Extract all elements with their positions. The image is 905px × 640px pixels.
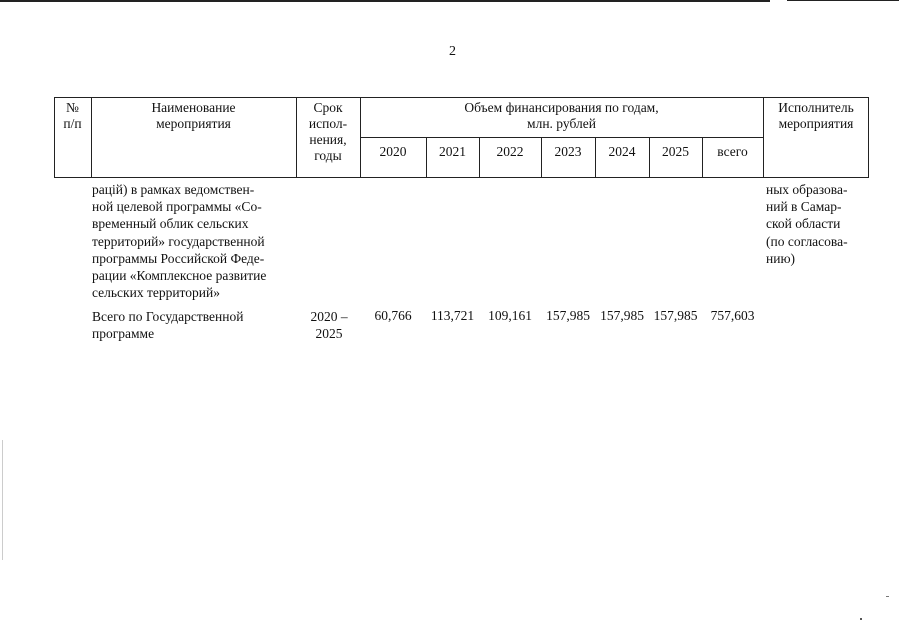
total-value-2024: 157,985	[600, 308, 644, 323]
header-col-executor: Исполнитель мероприятия	[778, 100, 854, 131]
table-header	[54, 97, 869, 178]
total-value-2021: 113,721	[430, 308, 475, 323]
scan-artifact	[2, 440, 3, 560]
scan-artifact	[860, 618, 862, 620]
header-year-2025: 2025	[662, 144, 689, 159]
continuation-row-executor: ных образова- ний в Самар- ской области (по согласова- нию)	[766, 182, 848, 266]
top-border-line-right	[787, 0, 899, 1]
header-year-2020: 2020	[379, 144, 407, 159]
header-col-name: Наименование мероприятия	[151, 100, 236, 131]
scan-artifact	[886, 596, 889, 597]
header-col-term: Срок испол- нения, годы	[308, 100, 348, 163]
header-col-funding: Объем финансирования по годам, млн. рублей	[464, 100, 659, 131]
total-row-label: Всего по Государственной программе	[92, 309, 244, 342]
header-year-2023: 2023	[554, 144, 582, 159]
total-value-2023: 157,985	[546, 308, 590, 323]
total-row-term: 2020 – 2025	[310, 309, 348, 342]
top-border-line	[0, 0, 770, 2]
total-value-all: 757,603	[710, 308, 755, 323]
page-number: 2	[449, 44, 456, 59]
continuation-row-name: рацій) в рамках ведомствен- ной целевой программы «Со- временный облик сельских территорий» государственной программы Российской Феде- рации «Комплексное развитие сельских территорий»	[92, 182, 267, 301]
header-col-number: № п/п	[63, 100, 82, 131]
header-year-2021: 2021	[439, 144, 466, 159]
total-value-2025: 157,985	[653, 308, 698, 323]
total-value-2022: 109,161	[488, 308, 532, 323]
header-total: всего	[717, 144, 748, 159]
header-year-2022: 2022	[496, 144, 524, 159]
header-year-2024: 2024	[608, 144, 636, 159]
total-value-2020: 60,766	[374, 308, 412, 323]
